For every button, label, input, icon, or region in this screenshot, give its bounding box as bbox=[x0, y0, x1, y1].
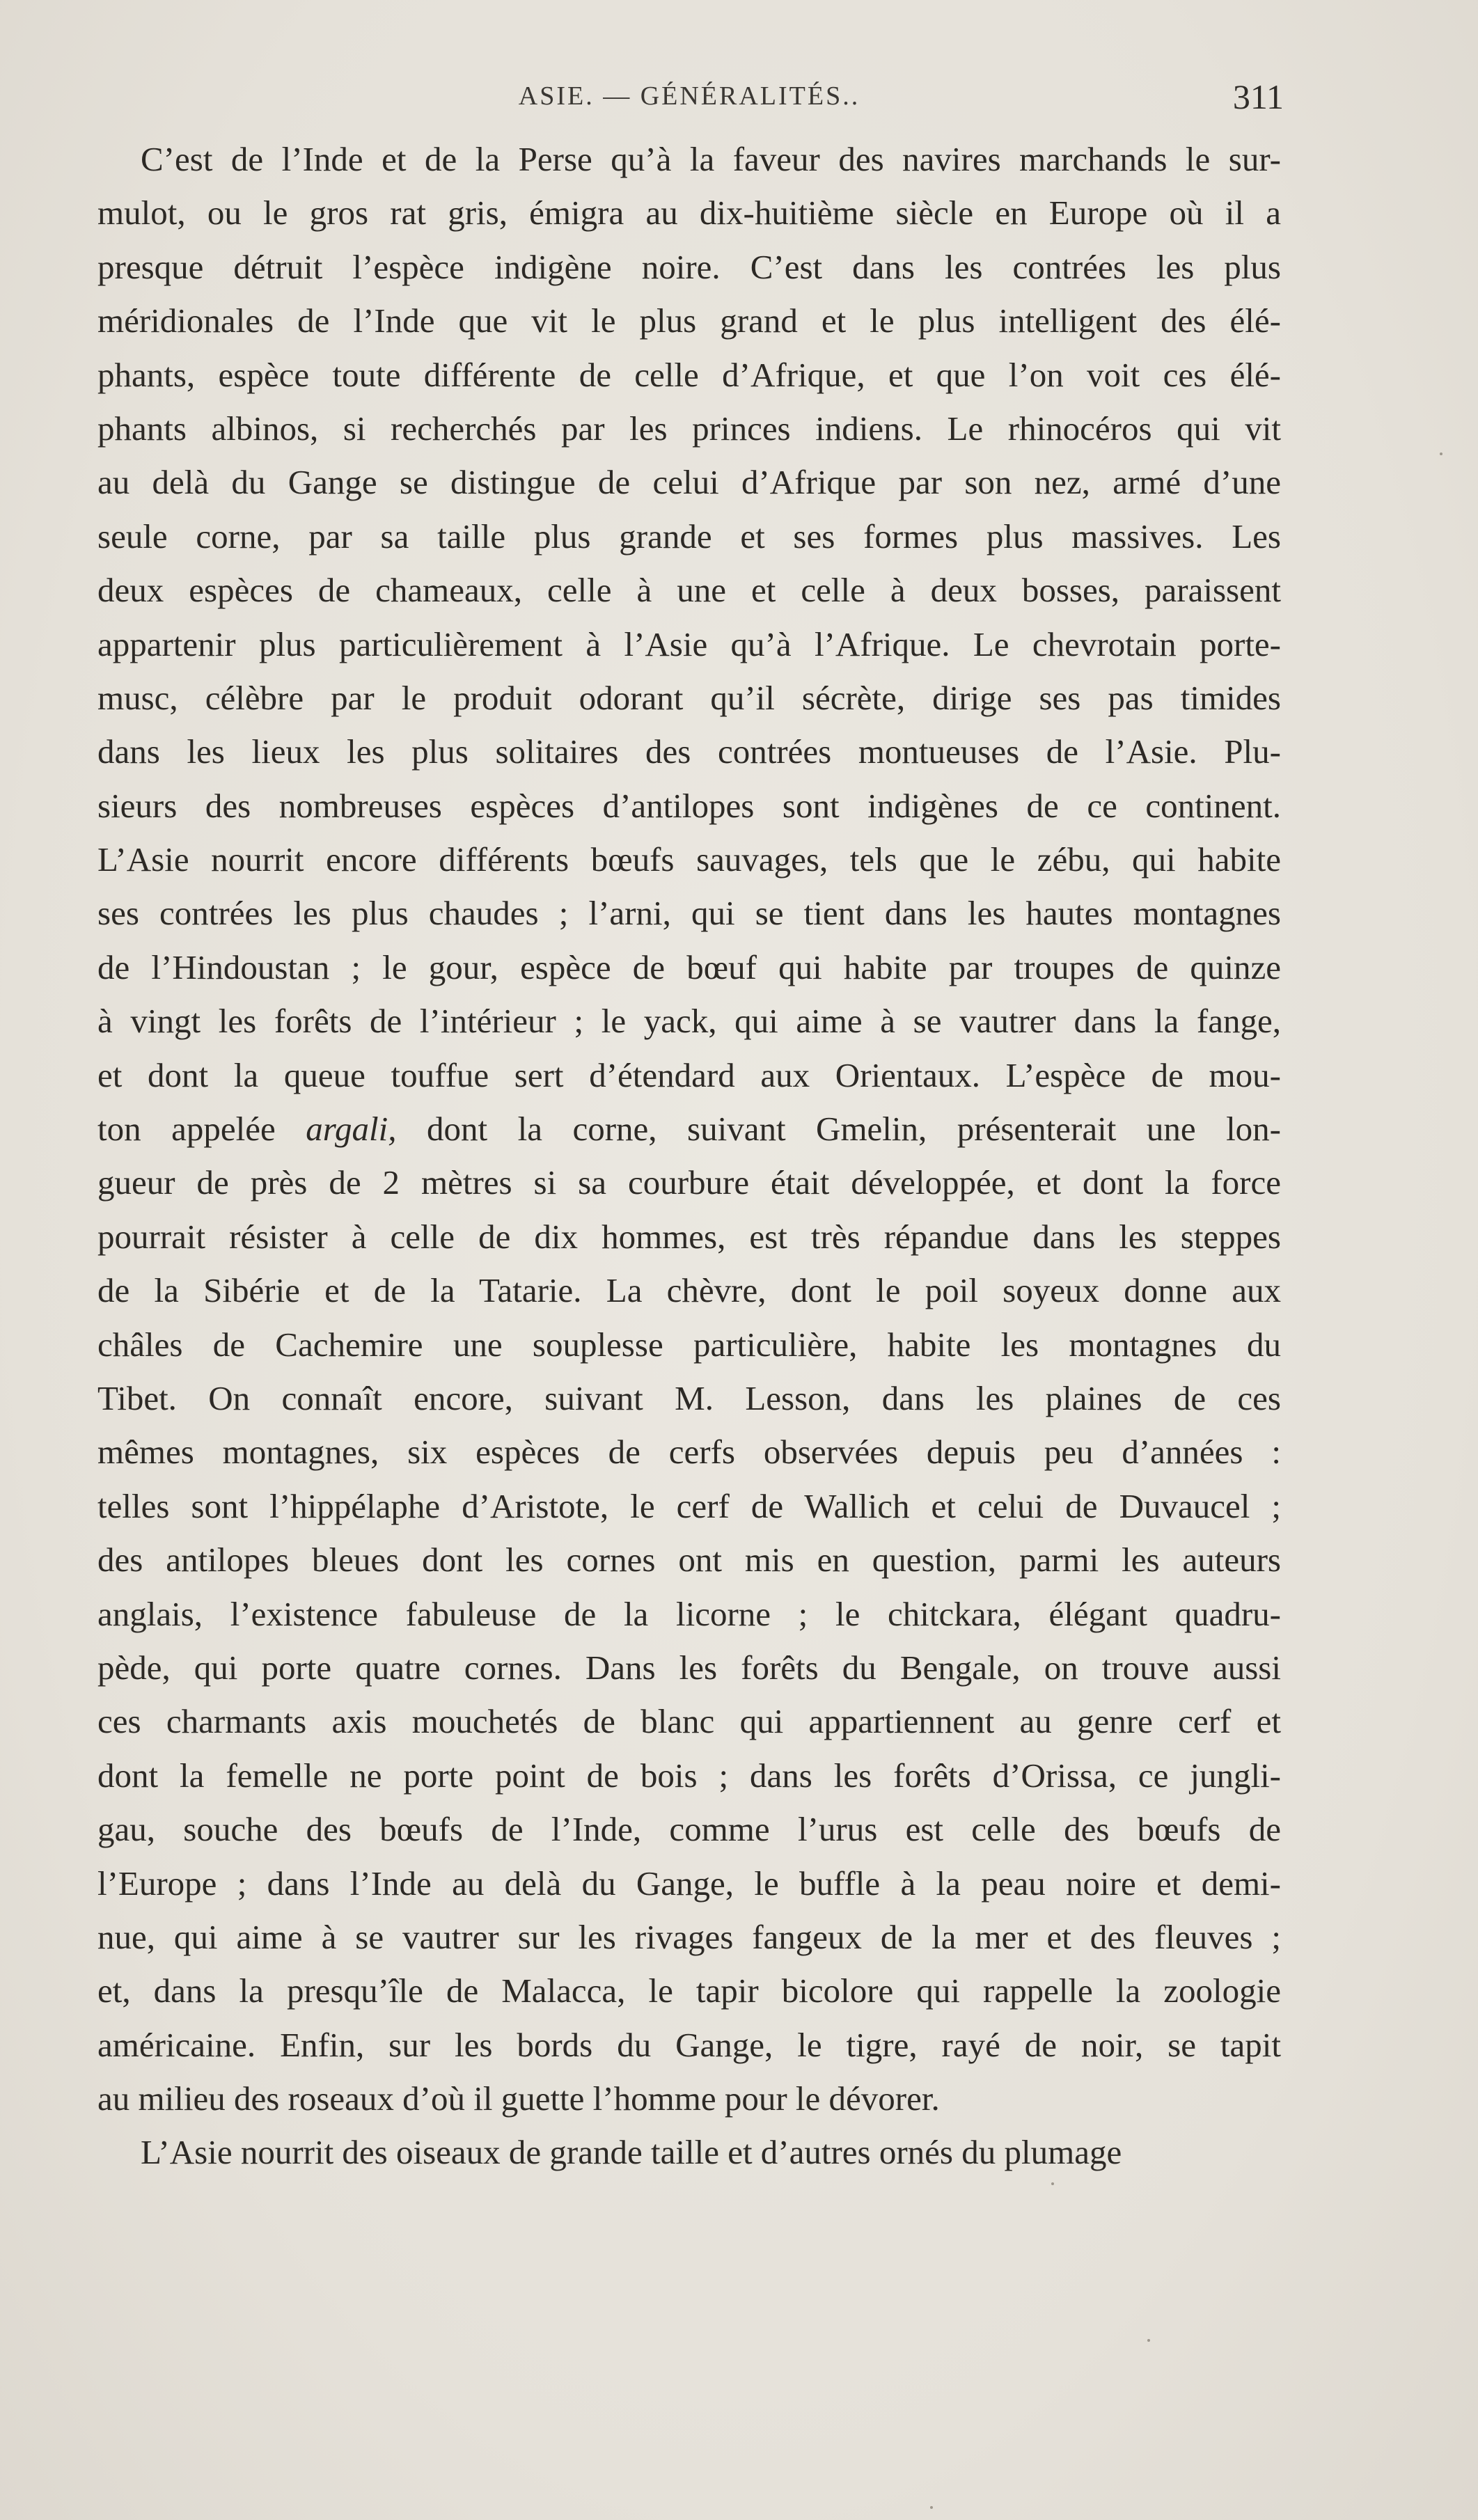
text-line: des antilopes bleues dont les cornes ont mis en question, parmi les auteurs bbox=[97, 1541, 1281, 1580]
text-line: américaine. Enfin, sur les bords du Gange, le tigre, rayé de noir, se tapit bbox=[97, 2025, 1281, 2064]
text-line: appartenir plus particulièrement à l’Asie qu’à l’Afrique. Le chevrotain porte- bbox=[97, 624, 1281, 663]
text-line-with-italic bbox=[97, 1102, 1281, 1156]
text-line: C’est de l’Inde et de la Perse qu’à la faveur des navires marchands le sur- bbox=[141, 140, 1281, 178]
text-line: de la Sibérie et de la Tatarie. La chèvre, dont le poil soyeux donne aux bbox=[97, 1271, 1281, 1310]
text-line: musc, célèbre par le produit odorant qu’il sécrète, dirige ses pas timides bbox=[97, 678, 1281, 717]
text-line: gau, souche des bœufs de l’Inde, comme l’urus est celle des bœufs de bbox=[97, 1810, 1281, 1849]
body-text bbox=[97, 132, 1281, 2180]
paper-speck bbox=[1051, 2182, 1054, 2185]
text-line: au delà du Gange se distingue de celui d’Afrique par son nez, armé d’une bbox=[97, 463, 1281, 502]
running-title: ASIE. — GÉNÉRALITÉS.. bbox=[518, 81, 860, 111]
text-line: châles de Cachemire une souplesse particulière, habite les montagnes du bbox=[97, 1325, 1281, 1364]
text-line: L’Asie nourrit encore différents bœufs sauvages, tels que le zébu, qui habite bbox=[97, 840, 1281, 879]
text-line: ses contrées les plus chaudes ; l’arni, qui se tient dans les hautes montagnes bbox=[97, 894, 1281, 933]
page-number: 311 bbox=[1232, 77, 1284, 116]
text-line: l’Europe ; dans l’Inde au delà du Gange, le buffle à la peau noire et demi- bbox=[97, 1864, 1281, 1903]
text-line: et dont la queue touffue sert d’étendard aux Orientaux. L’espèce de mou- bbox=[97, 1055, 1281, 1094]
text-line: ces charmants axis mouchetés de blanc qui appartiennent au genre cerf et bbox=[97, 1702, 1281, 1741]
text-line: seule corne, par sa taille plus grande et ses formes plus massives. Les bbox=[97, 517, 1281, 556]
text-line: presque détruit l’espèce indigène noire. C’est dans les contrées les plus bbox=[97, 247, 1281, 286]
text-line: phants albinos, si recherchés par les princes indiens. Le rhinocéros qui vit bbox=[97, 409, 1281, 448]
text-line: deux espèces de chameaux, celle à une et celle à deux bosses, paraissent bbox=[97, 571, 1281, 610]
text-line: Tibet. On connaît encore, suivant M. Lesson, dans les plaines de ces bbox=[97, 1378, 1281, 1417]
paper-speck bbox=[930, 2506, 933, 2509]
text-line: de l’Hindoustan ; le gour, espèce de bœuf qui habite par troupes de quinze bbox=[97, 947, 1281, 986]
text-line: nue, qui aime à se vautrer sur les rivages fangeux de la mer et des fleuves ; bbox=[97, 1917, 1281, 1956]
text-line: pède, qui porte quatre cornes. Dans les forêts du Bengale, on trouve aussi bbox=[97, 1648, 1281, 1687]
text-line: phants, espèce toute différente de celle d’Afrique, et que l’on voit ces élé- bbox=[97, 355, 1281, 394]
paper-speck bbox=[1147, 2339, 1150, 2342]
text-line: L’Asie nourrit des oiseaux de grande taille et d’autres ornés du plumage bbox=[141, 2133, 1122, 2172]
text-line: gueur de près de 2 mètres si sa courbure était développée, et dont la force bbox=[97, 1163, 1281, 1202]
text-line: telles sont l’hippélaphe d’Aristote, le cerf de Wallich et celui de Duvaucel ; bbox=[97, 1486, 1281, 1525]
text-segment: ton appelée bbox=[97, 1110, 276, 1149]
text-line: mêmes montagnes, six espèces de cerfs observées depuis peu d’années : bbox=[97, 1433, 1281, 1472]
text-line: dont la femelle ne porte point de bois ; dans les forêts d’Orissa, ce jungli- bbox=[97, 1756, 1281, 1795]
text-line: et, dans la presqu’île de Malacca, le tapir bicolore qui rappelle la zoologie bbox=[97, 1971, 1281, 2010]
text-line: mulot, ou le gros rat gris, émigra au dix-huitième siècle en Europe où il a bbox=[97, 194, 1281, 233]
paper-speck bbox=[1440, 452, 1442, 455]
text-line: à vingt les forêts de l’intérieur ; le yack, qui aime à se vautrer dans la fange, bbox=[97, 1002, 1281, 1041]
running-head bbox=[97, 77, 1284, 118]
text-line: sieurs des nombreuses espèces d’antilopes sont indigènes de ce continent. bbox=[97, 786, 1281, 825]
text-line: anglais, l’existence fabuleuse de la licorne ; le chitckara, élégant quadru- bbox=[97, 1594, 1281, 1633]
italic-term-argali: argali, bbox=[306, 1110, 397, 1149]
text-line: pourrait résister à celle de dix hommes, est très répandue dans les steppes bbox=[97, 1217, 1281, 1256]
text-line: dans les lieux les plus solitaires des contrées montueuses de l’Asie. Plu- bbox=[97, 732, 1281, 771]
text-line: méridionales de l’Inde que vit le plus grand et le plus intelligent des élé- bbox=[97, 301, 1281, 340]
text-line: au milieu des roseaux d’où il guette l’homme pour le dévorer. bbox=[97, 2079, 940, 2118]
text-segment: dont la corne, suivant Gmelin, présenterait une lon- bbox=[426, 1110, 1281, 1149]
